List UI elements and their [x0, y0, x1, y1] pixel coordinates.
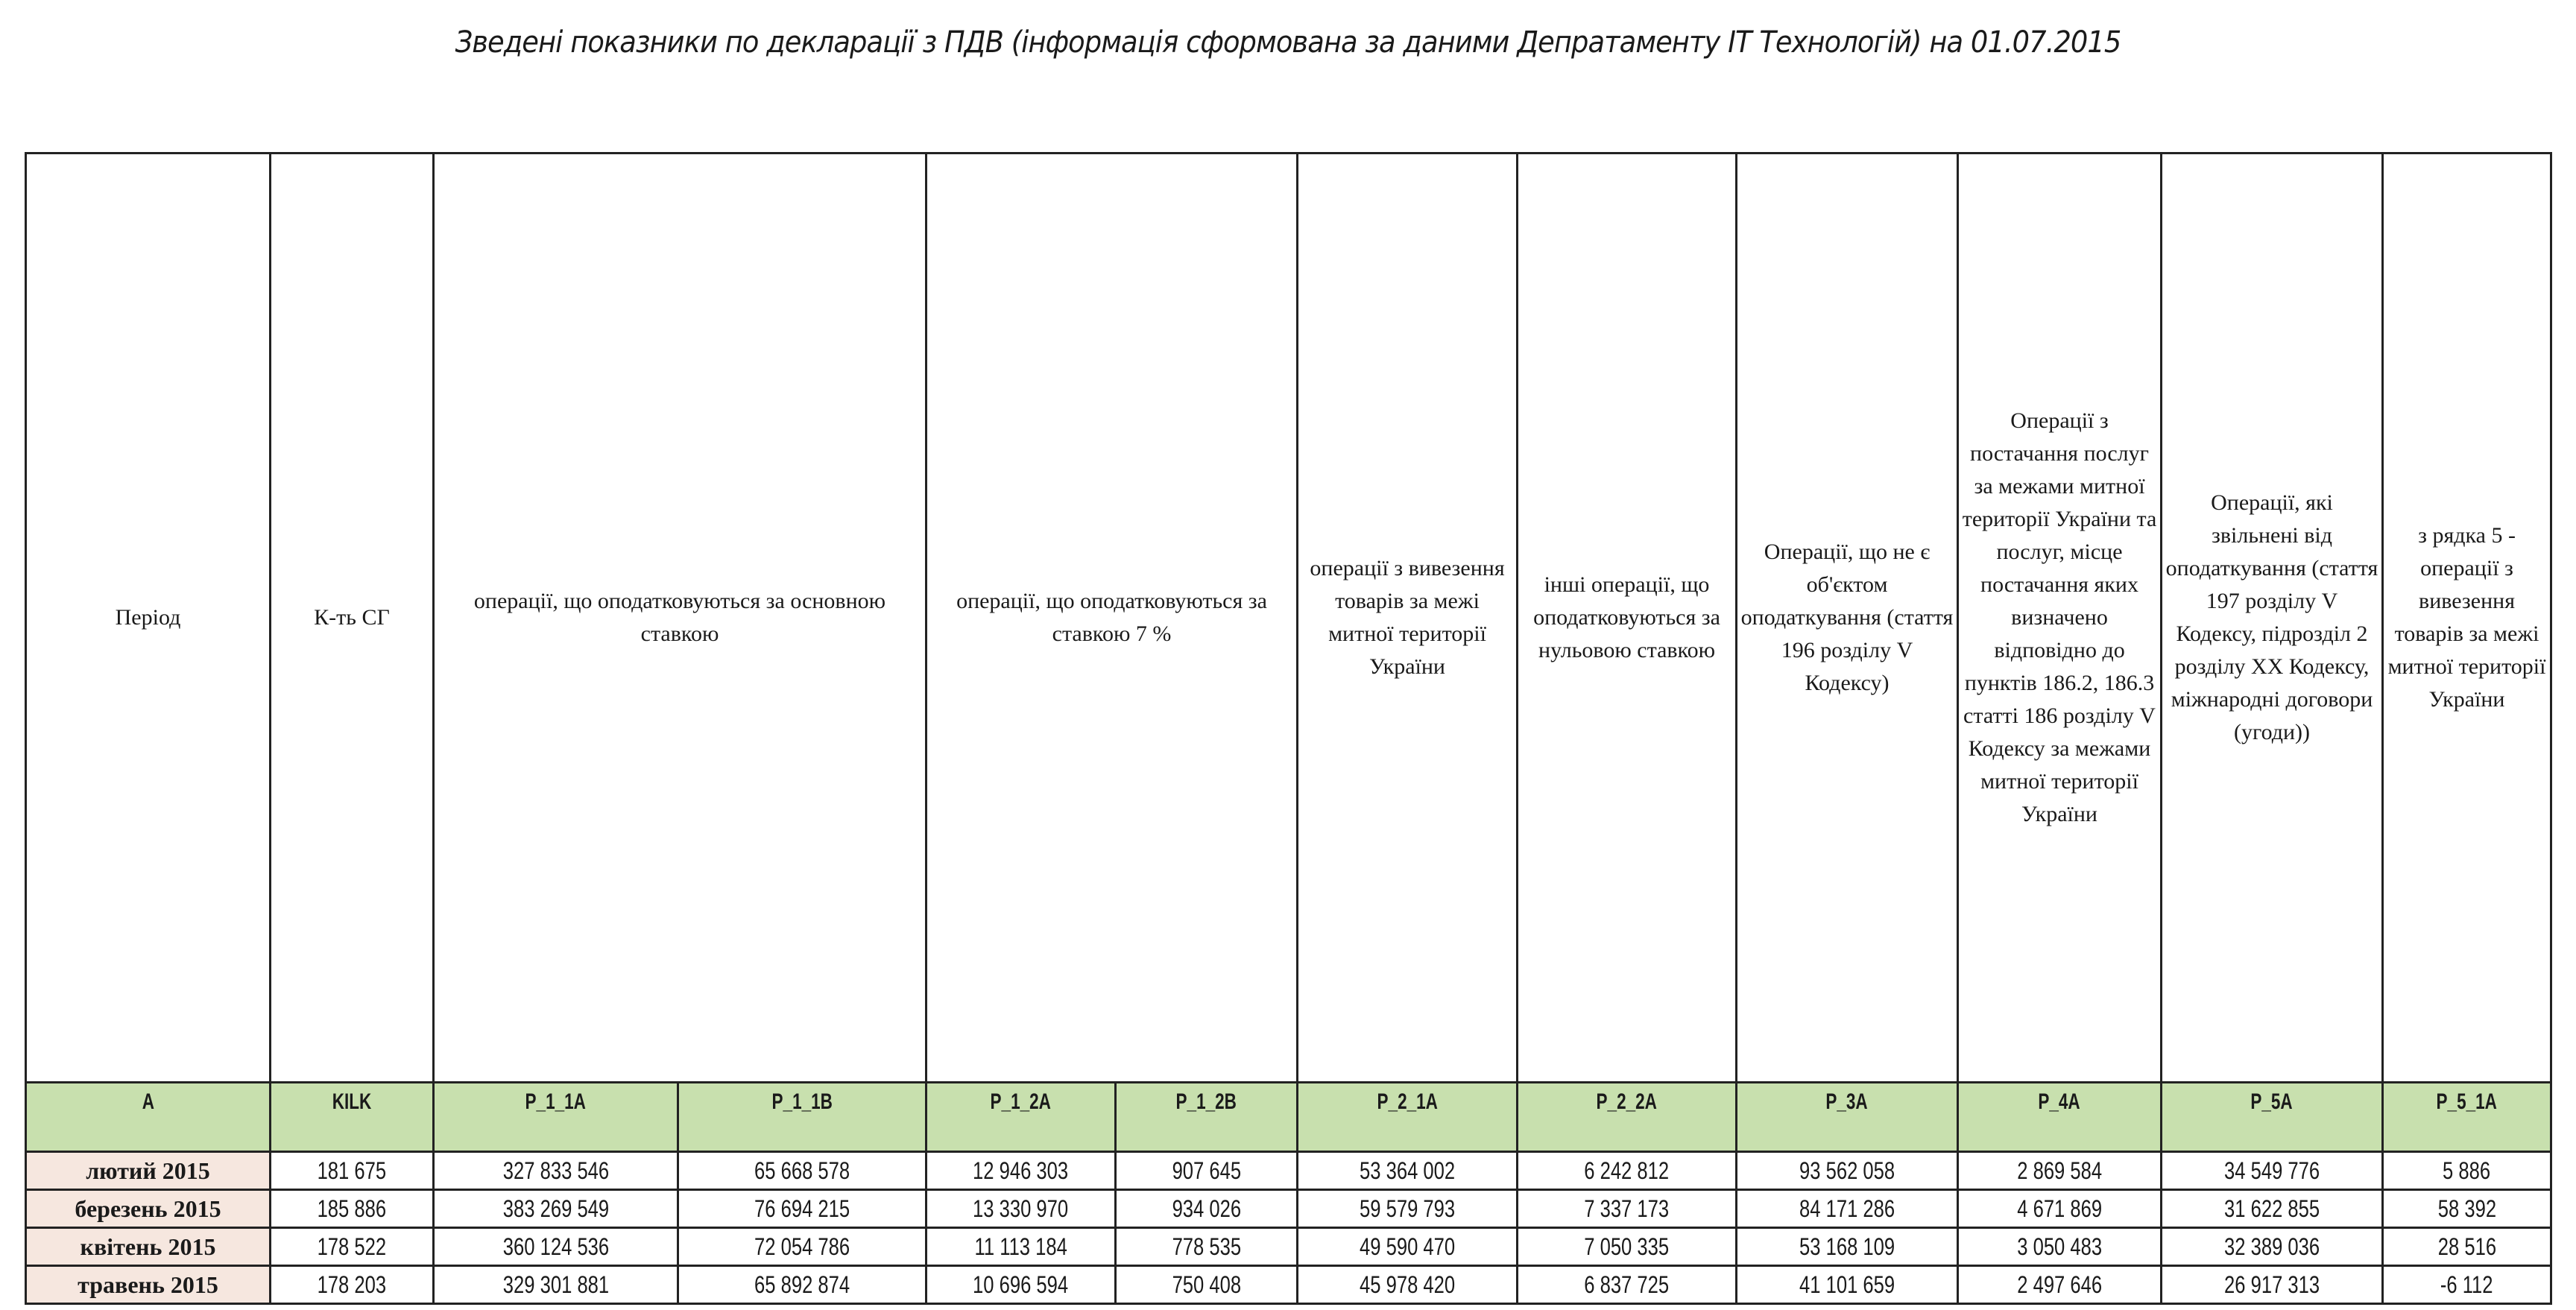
document-title: Зведені показники по декларації з ПДВ (інформація сформована за даними Депратаменту ІТ Технологій) на 01.07.2015	[455, 25, 2121, 60]
cell-text: 12 946 303	[973, 1156, 1069, 1184]
cell-text: 10 696 594	[973, 1271, 1069, 1298]
value-cell	[1298, 1190, 1518, 1228]
value-cell	[1518, 1152, 1737, 1190]
cell-text: -6 112	[2440, 1271, 2493, 1298]
value-cell	[2162, 1190, 2383, 1228]
cell-text: 778 535	[1172, 1233, 1241, 1260]
cell-text: 11 113 184	[974, 1233, 1067, 1260]
value-cell	[678, 1152, 926, 1190]
period-cell	[26, 1228, 271, 1266]
cell-text: 934 026	[1172, 1194, 1241, 1222]
value-cell	[1116, 1190, 1298, 1228]
value-cell	[271, 1266, 434, 1304]
value-cell	[2383, 1228, 2551, 1266]
value-cell	[1116, 1266, 1298, 1304]
value-cell	[2162, 1152, 2383, 1190]
column-code-label: P_1_1A	[525, 1089, 587, 1114]
code-row	[26, 1083, 2551, 1152]
cell-text: 49 590 470	[1359, 1233, 1456, 1260]
cell-text: 59 579 793	[1359, 1194, 1456, 1222]
cell-text: 58 392	[2437, 1194, 2496, 1222]
value-cell	[1298, 1228, 1518, 1266]
column-code	[1116, 1083, 1298, 1152]
column-code	[2383, 1083, 2551, 1152]
cell-text: 383 269 549	[502, 1194, 609, 1222]
column-code-label: P_2_2A	[1596, 1089, 1658, 1114]
value-cell	[1518, 1266, 1737, 1304]
cell-text: лютий 2015	[86, 1156, 210, 1184]
column-code-label: P_3A	[1825, 1089, 1869, 1114]
table-row	[26, 1228, 2551, 1266]
value-cell	[1298, 1266, 1518, 1304]
column-code	[1737, 1083, 1958, 1152]
value-cell	[434, 1228, 678, 1266]
cell-text: 178 203	[317, 1271, 387, 1298]
header-row	[26, 154, 2551, 1083]
value-cell	[1518, 1190, 1737, 1228]
column-code	[1298, 1083, 1518, 1152]
column-code-label: P_4A	[2038, 1089, 2081, 1114]
cell-text: 32 389 036	[2223, 1233, 2320, 1260]
vat-declaration-table	[25, 152, 2552, 1305]
header-row5-export: з рядка 5 - операції з вивезення товарів за межі митної території України	[2383, 154, 2551, 1083]
column-code	[26, 1083, 271, 1152]
cell-text: 750 408	[1172, 1271, 1241, 1298]
column-code-label: P_1_2B	[1175, 1089, 1237, 1114]
column-code-label: P_1_2A	[990, 1089, 1052, 1114]
cell-text: 45 978 420	[1359, 1271, 1456, 1298]
cell-text: 76 694 215	[754, 1194, 850, 1222]
value-cell	[1116, 1228, 1298, 1266]
cell-text: 28 516	[2437, 1233, 2496, 1260]
column-code	[271, 1083, 434, 1152]
header-basic-rate: операції, що оподатковуються за основною ставкою	[434, 154, 926, 1083]
cell-text: 26 917 313	[2223, 1271, 2320, 1298]
table-row	[26, 1152, 2551, 1190]
value-cell	[2383, 1190, 2551, 1228]
column-code-label: P_2_1A	[1377, 1089, 1438, 1114]
cell-text: 360 124 536	[502, 1233, 609, 1260]
cell-text: 7 050 335	[1584, 1233, 1670, 1260]
value-cell	[1737, 1190, 1958, 1228]
cell-text: 178 522	[317, 1233, 387, 1260]
cell-text: 7 337 173	[1584, 1194, 1670, 1222]
value-cell	[271, 1152, 434, 1190]
period-cell	[26, 1190, 271, 1228]
header-export: операції з вивезення товарів за межі митної території України	[1298, 154, 1518, 1083]
header-count: К-ть СГ	[271, 154, 434, 1083]
column-code	[926, 1083, 1116, 1152]
value-cell	[678, 1228, 926, 1266]
value-cell	[2383, 1266, 2551, 1304]
cell-text: 93 562 058	[1799, 1156, 1895, 1184]
cell-text: 6 242 812	[1584, 1156, 1670, 1184]
cell-text: березень 2015	[75, 1194, 221, 1222]
period-cell	[26, 1152, 271, 1190]
cell-text: 34 549 776	[2223, 1156, 2320, 1184]
value-cell	[926, 1266, 1116, 1304]
value-cell	[1737, 1152, 1958, 1190]
cell-text: 2 869 584	[2017, 1156, 2102, 1184]
header-period: Період	[26, 154, 271, 1083]
header-rate-7: операції, що оподатковуються за ставкою 7 %	[926, 154, 1298, 1083]
value-cell	[271, 1190, 434, 1228]
cell-text: 3 050 483	[2017, 1233, 2102, 1260]
column-code	[678, 1083, 926, 1152]
cell-text: 6 837 725	[1584, 1271, 1670, 1298]
value-cell	[678, 1190, 926, 1228]
cell-text: 185 886	[317, 1194, 387, 1222]
column-code-label: P_1_1B	[771, 1089, 833, 1114]
table-row	[26, 1190, 2551, 1228]
cell-text: 31 622 855	[2223, 1194, 2320, 1222]
column-code	[2162, 1083, 2383, 1152]
column-code	[1958, 1083, 2162, 1152]
cell-text: 4 671 869	[2017, 1194, 2102, 1222]
cell-text: 327 833 546	[502, 1156, 609, 1184]
cell-text: травень 2015	[78, 1271, 218, 1298]
value-cell	[1737, 1228, 1958, 1266]
value-cell	[1958, 1152, 2162, 1190]
table-row	[26, 1266, 2551, 1304]
value-cell	[926, 1228, 1116, 1266]
cell-text: 53 364 002	[1359, 1156, 1456, 1184]
cell-text: 13 330 970	[973, 1194, 1069, 1222]
value-cell	[1958, 1266, 2162, 1304]
cell-text: 65 892 874	[754, 1271, 850, 1298]
period-cell	[26, 1266, 271, 1304]
cell-text: 907 645	[1172, 1156, 1241, 1184]
column-code	[1518, 1083, 1737, 1152]
column-code-label: P_5A	[2250, 1089, 2294, 1114]
value-cell	[434, 1266, 678, 1304]
value-cell	[2162, 1266, 2383, 1304]
cell-text: 53 168 109	[1799, 1233, 1895, 1260]
column-code-label: KILK	[332, 1089, 372, 1114]
value-cell	[1518, 1228, 1737, 1266]
value-cell	[2383, 1152, 2551, 1190]
value-cell	[1737, 1266, 1958, 1304]
cell-text: 41 101 659	[1799, 1271, 1895, 1298]
value-cell	[926, 1152, 1116, 1190]
value-cell	[434, 1152, 678, 1190]
value-cell	[2162, 1228, 2383, 1266]
cell-text: 2 497 646	[2017, 1271, 2102, 1298]
value-cell	[926, 1190, 1116, 1228]
cell-text: 329 301 881	[502, 1271, 609, 1298]
cell-text: 84 171 286	[1799, 1194, 1895, 1222]
column-code	[434, 1083, 678, 1152]
cell-text: 5 886	[2443, 1156, 2491, 1184]
value-cell	[1958, 1228, 2162, 1266]
column-code-label: P_5_1A	[2436, 1089, 2498, 1114]
value-cell	[434, 1190, 678, 1228]
cell-text: 72 054 786	[754, 1233, 850, 1260]
value-cell	[1116, 1152, 1298, 1190]
cell-text: квітень 2015	[80, 1233, 216, 1260]
value-cell	[1298, 1152, 1518, 1190]
value-cell	[1958, 1190, 2162, 1228]
header-zero-rate: інші операції, що оподатковуються за нульовою ставкою	[1518, 154, 1737, 1083]
value-cell	[678, 1266, 926, 1304]
cell-text: 65 668 578	[754, 1156, 850, 1184]
value-cell	[271, 1228, 434, 1266]
header-services-abroad: Операції з постачання послуг за межами митної території України та послуг, місце постачання яких визначено відповідно до пунктів 186.2, 186.3 статті 186 розділу V Кодексу за межами митної території України	[1958, 154, 2162, 1083]
header-exempt: Операції, які звільнені від оподаткування (стаття 197 розділу V Кодексу, підрозділ 2 розділу XX Кодексу, міжнародні договори (угоди))	[2162, 154, 2383, 1083]
column-code-label: A	[142, 1089, 154, 1114]
header-non-object: Операції, що не є об'єктом оподаткування (стаття 196 розділу V Кодексу)	[1737, 154, 1958, 1083]
cell-text: 181 675	[317, 1156, 387, 1184]
